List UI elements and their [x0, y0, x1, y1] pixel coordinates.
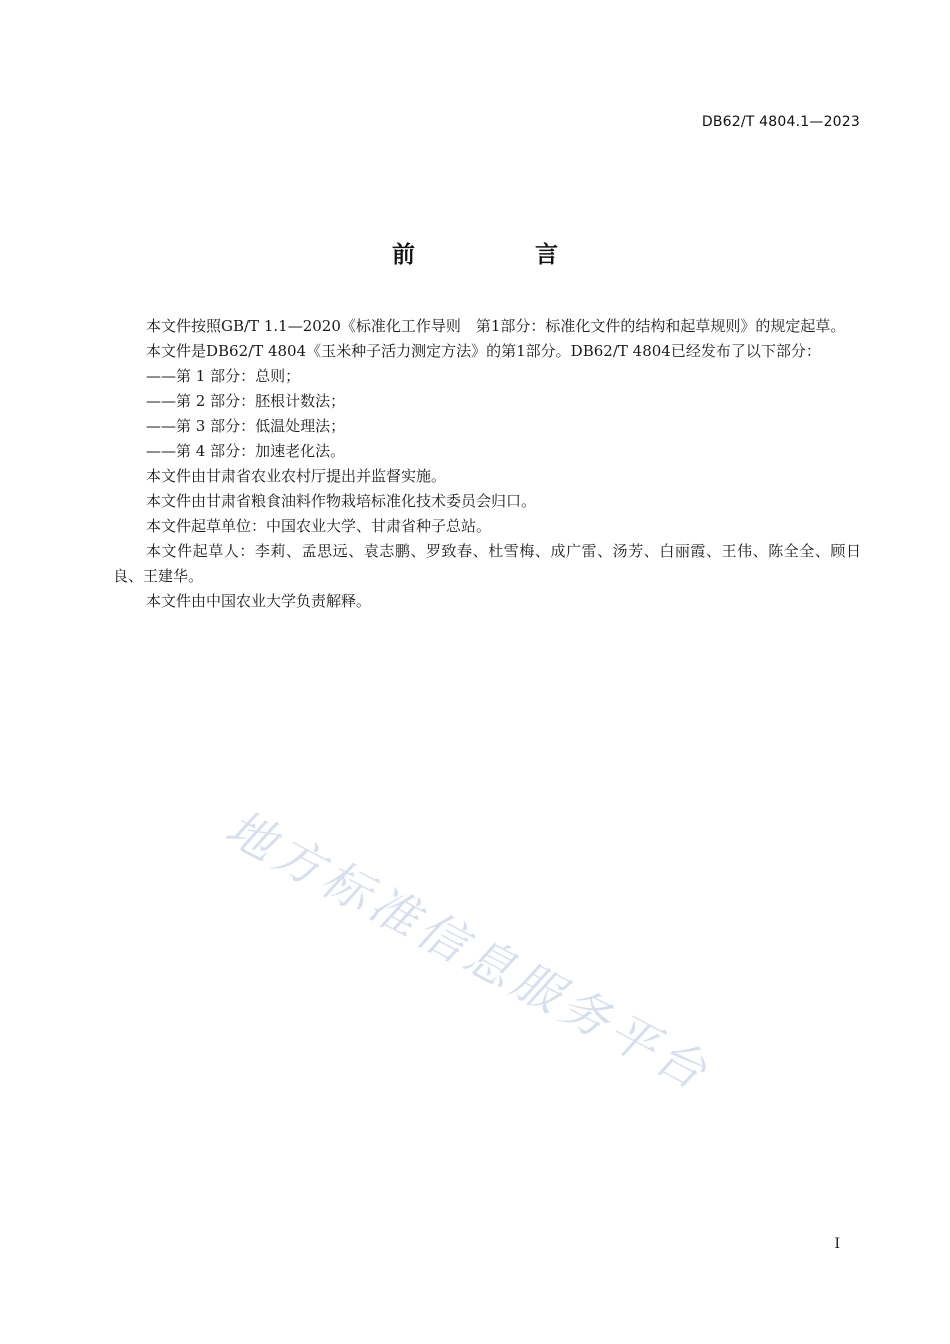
list-item-part-3: ——第 3 部分：低温处理法； [146, 417, 346, 435]
page-number: I [834, 1236, 840, 1252]
list-item-part-1: ——第 1 部分：总则； [146, 367, 301, 385]
paragraph-drafting-basis: 本文件按照GB/T 1.1—2020《标准化工作导则 第1部分：标准化文件的结构和起草规则》的规定起草。 [146, 317, 846, 335]
foreword-body [113, 314, 861, 614]
list-item-part-2: ——第 2 部分：胚根计数法； [146, 392, 346, 410]
page-title: 前 言 [391, 242, 614, 268]
paragraph-proposer: 本文件由甘肃省农业农村厅提出并监督实施。 [146, 467, 447, 485]
watermark: 地方标准信息服务平台 [216, 799, 720, 1103]
list-item-part-4: ——第 4 部分：加速老化法。 [146, 442, 346, 460]
document-code: DB62/T 4804.1—2023 [701, 114, 860, 130]
paragraph-series-info: 本文件是DB62/T 4804《玉米种子活力测定方法》的第1部分。DB62/T 4804已经发布了以下部分： [146, 342, 821, 360]
paragraph-drafting-units: 本文件起草单位：中国农业大学、甘肃省种子总站。 [146, 517, 492, 535]
paragraph-drafters: 本文件起草人：李莉、孟思远、袁志鹏、罗致春、杜雪梅、成广雷、汤芳、白丽霞、王伟、陈全全、顾日良、王建华。 [113, 542, 861, 585]
paragraph-committee: 本文件由甘肃省粮食油料作物栽培标准化技术委员会归口。 [146, 492, 537, 510]
paragraph-interpretation: 本文件由中国农业大学负责解释。 [146, 592, 372, 610]
